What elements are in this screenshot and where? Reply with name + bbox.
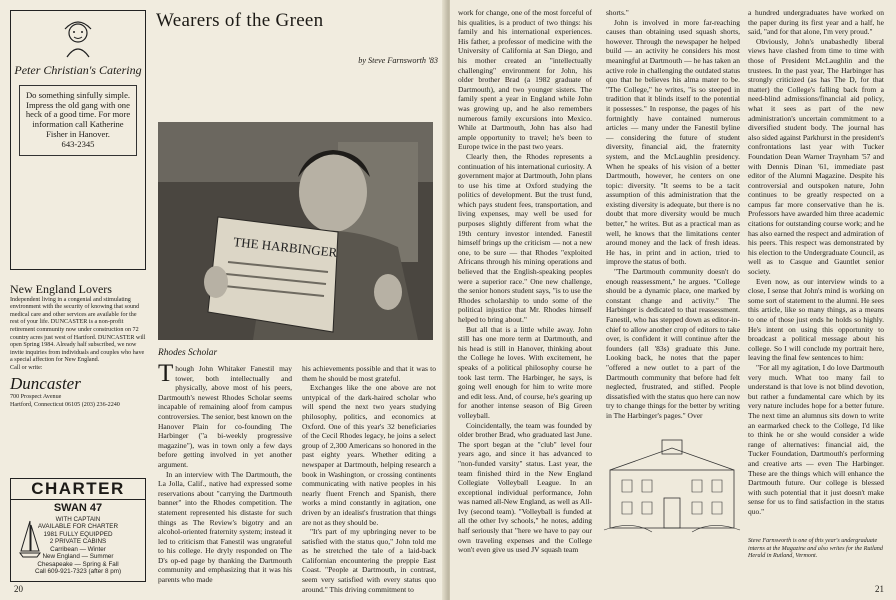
charter-heading: CHARTER — [11, 479, 145, 500]
catering-message-box — [19, 85, 137, 157]
article-paragraph: shorts." — [606, 8, 629, 17]
article-paragraph: "It's part of my upbringing never to be satisfied with the status quo," John told me as he stretched the tale of a laid-back Californian encountering the preppie East Coast. "People at Dartmouth, in contrast, seem very satisfied with every status quo around." This driving commitment to — [302, 527, 436, 594]
page-number-left: 20 — [14, 584, 23, 594]
catering-text: Do something sinfully simple. Impress the old gang with one heck of a good time. For more information call Katherine Fisher in Hanover. — [25, 89, 131, 140]
article-paragraph: John is involved in more far-reaching causes than obtaining used squash shorts, however. Through the newspaper he helped build — an activity he considers his most meaningful at Dartmouth — he has taken an active role in challenging the outdated status quo that he believes his alma mater to be. "The College," he writes, "is so steeped in tradition that it blinds itself to the potential it possesses." In response, the pages of his fortnightly have contained numerous articles — many under the Fanestil byline — considering the future of student diversity, financial aid, the fraternity system, and the McLaughlin presidency. When he speaks of his vision of a better Dartmouth, however, he centers on one topic: diversity. "It seems to be a tacit assumption of this administration that the existing diversity is adequate, but there is no doubt that more diversity would be much better," he writes. But as a practical man as well, he knows that the limitations center around money and the lack of fresh ideas. He has, in print and in action, tried to improve the status of both. — [606, 17, 740, 267]
article-title: Wearers of the Green — [156, 10, 324, 31]
duncaster-logo: Duncaster — [10, 373, 81, 393]
article-paragraph: his achievements possible and that it was to them he should be most grateful. — [302, 364, 436, 383]
article-column-5 — [748, 8, 884, 538]
article-paragraph: a hundred undergraduates have worked on the paper during its first year and a half, he said, "and for that alone, I'm very proud." — [748, 8, 884, 37]
article-paragraph: Clearly then, the Rhodes represents a continuation of his international curiosity. A government major at Dartmouth, John plans to use his time at Oxford studying the politics of development. But the trust fund, which pays student fees, transportation, and living expenses, may well be used for purposes slightly different from what the 19th century investor intended. Fanestil himself brings up the criticism — not a new one, to be sure — that Rhodes "exploited Africans through his mining operations and believed that the English-speaking peoples were a superior race." One new challenge, the senior honors student says, "is to use the Rhodes scholarship to undo some of the political injustice that Mr. Rhodes himself helped to bring about." — [458, 151, 592, 324]
article-paragraph: "For all my agitation, I do love Dartmouth very much. What too many fail to understand is that love is not blind devotion, but rather a fundamental care which by its very nature includes hope for a better future. The next time an alumnus sits down to write an earmarked check to the College, I'd like to think he or she would consider a wide range of alternatives: financial aid, the Tucker Foundation, Dartmouth's performing and creative arts — even The Harbinger. These are the things which will enhance the Dartmouth future. Our college is blessed with such potential that it just doesn't make sense for us to find satisfaction in the status quo." — [748, 362, 884, 516]
charter-boat: SWAN 47 — [53, 502, 103, 514]
charter-ad — [10, 478, 146, 582]
campus-sketch — [602, 440, 742, 534]
author-note: Steve Farnsworth is one of this year's undergraduate interns at the Magazine and also writes for the Rutland Herald in Rutland, Vermont. — [748, 538, 883, 560]
charter-summer: New England — Summer — [42, 553, 114, 561]
paragraph-text: hough John Whitaker Fanestil may tower, both intellectually and physically, above most of his peers, Dartmouth's newest Rhodes Scholar seems incapable of remaining aloof from campus controversies. The senior, best known on the Hanover Plain for co-founding The Harbinger ("a bi-weekly progressive magazine"), was in town only a few days before getting involved in yet another argument. — [158, 364, 292, 469]
chef-illustration — [43, 19, 113, 59]
charter-winter: Carribean — Winter — [50, 545, 106, 553]
photo-caption: Rhodes Scholar — [158, 348, 218, 358]
article-paragraph: In an interview with The Dartmouth, the La Jolla, Calif., native had expressed some reservations about "carrying the Dartmouth banner" into the Rhodes competition. The statement represented his distaste for such things as The Review's bigotry and an alcohol-oriented fraternity system; instead it led to criticism that Fanestil was ungrateful to his college. He dryly responded on The D's op-ed page by thanking the Dartmouth community and emphasizing that it was his parents who made — [158, 469, 292, 585]
article-column-3 — [458, 8, 592, 588]
charter-equipped: 1981 FULLY EQUIPPED — [43, 530, 113, 538]
duncaster-text: Independent living in a congenial and stimulating environment with the security of knowing that sound medical care and other services are available for the rest of your life. DUNCASTER is a non-profit retirement community now under construction on 72 country acres just west of Hartford. DUNCASTER will open Spring 1984. Already half subscribed, we now invite inquiries from individuals and couples who have a special affection for New England. — [10, 296, 146, 364]
duncaster-ad — [10, 283, 146, 467]
article-paragraph — [158, 360, 292, 470]
catering-brand: Peter Christian's Catering — [14, 62, 142, 77]
sailboat-icon — [19, 519, 41, 559]
article-column-1 — [158, 360, 292, 588]
page-number-right: 21 — [875, 584, 884, 594]
duncaster-heading: New England Lovers — [10, 282, 112, 296]
left-page — [0, 0, 446, 600]
catering-phone: 643-2345 — [61, 139, 95, 150]
charter-cabins: 2 PRIVATE CABINS — [49, 538, 107, 546]
duncaster-city: Hartford, Connecticut 06105 (203) 236-2240 — [10, 401, 120, 408]
newspaper-title: THE HARBINGER — [232, 234, 339, 260]
article-paragraph: Coincidentally, the team was founded by older brother Brad, who graduated last June. The sport began at the "club" level four years ago, and since it has advanced to "non-funded varsity" status. Last year, the team finished third in the New England Collegiate Volleyball League. In an exceptional individual performance, John was named all-New England, as well as All-Ivy (second team). "Volleyball is funded at all the other Ivy schools," he notes, adding half seriously that "here we have to pay our own traveling expenses and the College won't even give us used JV squash team — [458, 420, 592, 555]
student-photo — [158, 122, 433, 340]
article-paragraph: "The Dartmouth community doesn't do enough reassessment," he argues. "College should be a dynamic place, one marked by constant change and activity." The Harbinger is dedicated to that reassessment. Fanestil, who has stepped down as editor-in-chief to allow another crop of editors to take over, is confident it will continue after the founders (all '83s) graduate this June. Looking back, he notes that the paper "offered a new outlet to a part of the Dartmouth community that before had felt neglected, frustrated, and stifled. People dissatisfied with the status quo here can now try to change things for the better by writing in The Harbinger's pages." Over — [606, 267, 740, 420]
article-column-2 — [302, 364, 436, 594]
article-paragraph: Exchanges like the one above are not untypical of the dark-haired scholar who will spend the next two years studying philosophy, politics, and economics at Oxford. One of this year's 32 beneficiaries of the Cecil Rhodes legacy, he joins a select group of 2,300 Americans so honored in the past eighty years. Whether editing a newspaper at Dartmouth, helping research a book in Washington, or crossing continents communicating with native peoples in his nearly fluent French and Spanish, there works a mind constantly in agitation, one driven by an idealist's frustration that things are not as they should be. — [302, 383, 436, 527]
photo-illustration — [158, 122, 433, 340]
drop-cap: T — [158, 360, 174, 387]
article-paragraph: Even now, as our interview winds to a close, I sense that John's mind is working on some sort of statement to the alumni. He sees this article, like so many things, as a means to one of those just ends he holds so highly. He's intent on using this opportunity to broadcast a political message about his college. So I will conclude my portrait here, leaving the final few sentences to him: — [748, 276, 885, 363]
article-column-4 — [606, 8, 740, 438]
charter-spring-fall: Chesapeake — Spring & Fall — [37, 560, 119, 568]
charter-captain: WITH CAPTAIN — [55, 515, 101, 523]
article-byline: by Steve Farnsworth '83 — [358, 56, 438, 65]
article-paragraph: work for change, one of the most forceful of his qualities, is a product of two things: his family and his international experiences. His father, a professor of medicine with the University of California at San Diego, and his mother created an "intellectually challenging" environment for John, his older brother Brad (a 1982 graduate of Dartmouth), and two younger sisters. The family spent a year in England while John was growing up, and he also remembers numerous family excursions into Mexico. While at Dartmouth, John has also had ample opportunity to travel; he's been to Europe twice in the past two years. — [458, 8, 592, 152]
duncaster-call: Call or write: — [10, 365, 43, 372]
duncaster-address: 700 Prospect Avenue — [10, 393, 62, 400]
charter-phone: Call 609-921-7323 (after 8 pm) — [34, 568, 122, 576]
article-paragraph: But all that is a little while away. John still has one more term at Dartmouth, and his head is still in Hanover, thinking about the College he loves. With excitement, he speaks of a political philosophy course he took last term. The Harbinger, he says, is going well enough for him to write more and edit less. And, of course, he's gearing up for another intense season of Big Green volleyball. — [458, 324, 592, 420]
catering-ad — [10, 10, 146, 270]
charter-availability: AVAILABLE FOR CHARTER — [37, 523, 119, 531]
article-paragraph: Obviously, John's unabashedly liberal views have clashed from time to time with those of President McLaughlin and the trustees. In the past year, The Harbinger has strongly criticized (as has The D, for that matter) the College's falling back from a need-blind admissions/financial aid policy, what it sees as part of the new administration's uncertain commitment to a diversified student body. The journal has also sided against Parkhurst in the president's confrontations last year with Tucker Foundation Dean Warner Traynham '57 and with Dennis Dinan '61, immediate past editor of the Alumni Magazine. Despite his controversial and outspoken nature, John continues to be greatly respected on a campus far more conservative than he is. Professors have awarded him three academic citations for outstanding course work; and he has also earned the respect and admiration of his peers. This respect was demonstrated by his election to the Undergraduate Council, as well as to Casque and Gauntlet senior society. — [748, 36, 884, 277]
right-page — [450, 0, 896, 600]
